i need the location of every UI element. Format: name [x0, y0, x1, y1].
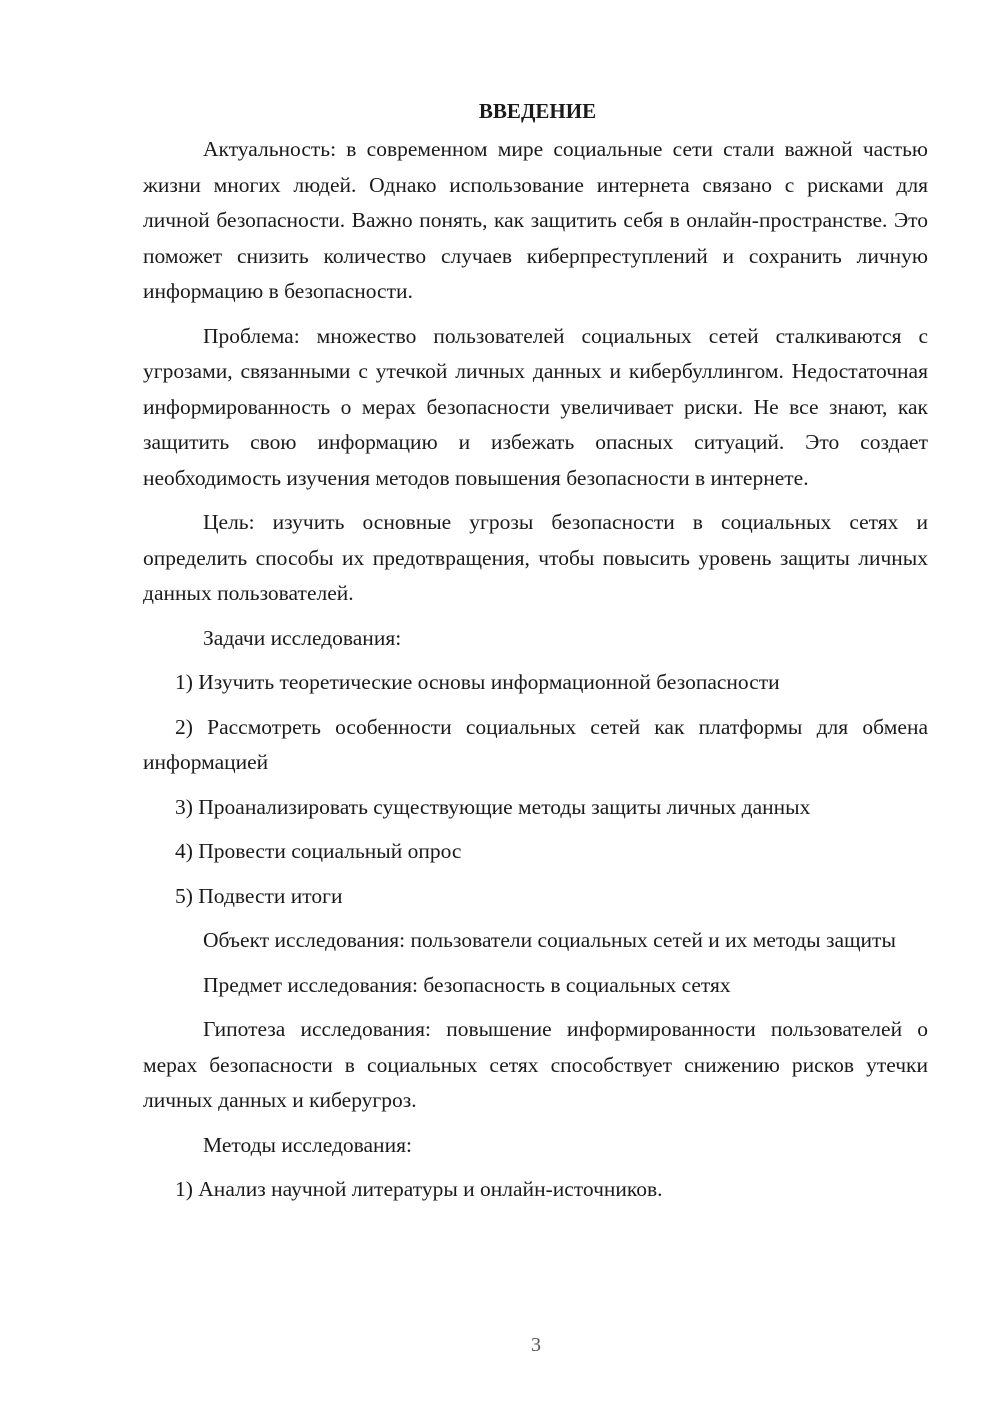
document-page: [143, 96, 928, 1217]
paragraph-subject: Предмет исследования: безопасность в социальных сетях: [203, 972, 731, 997]
section-title: ВВЕДЕНИЕ: [478, 99, 597, 123]
paragraph-hypothesis: Гипотеза исследования: повышение информированности пользователей о мерах безопасности в социальных сетях способствует снижению рисков утечки личных данных и киберугроз.: [143, 1017, 928, 1112]
page-number: 3: [531, 1334, 541, 1356]
tasks-heading: Задачи исследования:: [203, 625, 402, 650]
method-item: 1) Анализ научной литературы и онлайн-источников.: [175, 1177, 663, 1201]
task-item: 2) Рассмотреть особенности социальных сетей как платформы для обмена информацией: [143, 714, 928, 774]
task-item: 4) Провести социальный опрос: [175, 839, 462, 863]
task-item: 5) Подвести итоги: [175, 883, 343, 908]
methods-heading: Методы исследования:: [203, 1132, 412, 1157]
paragraph-goal: Цель: изучить основные угрозы безопасности в социальных сетях и определить способы их предотвращения, чтобы повысить уровень защиты личных данных пользователей.: [143, 510, 928, 605]
task-item: 1) Изучить теоретические основы информационной безопасности: [175, 670, 780, 694]
paragraph-relevance: Актуальность: в современном мире социальные сети стали важной частью жизни многих людей. Однако использование интернета связано с рисками для личной безопасности. Важно понять, как защитить себя в онлайн-пространстве. Это поможет снизить количество случаев киберпреступлений и сохранить личную информацию в безопасности.: [143, 137, 928, 303]
paragraph-problem: Проблема: множество пользователей социальных сетей сталкиваются с угрозами, связанными с утечкой личных данных и кибербуллингом. Недостаточная информированность о мерах безопасности увеличивает риски. Не все знают, как защитить свою информацию и избежать опасных ситуаций. Это создает необходимость изучения методов повышения безопасности в интернете.: [143, 323, 928, 490]
task-item: 3) Проанализировать существующие методы защиты личных данных: [175, 794, 811, 819]
paragraph-object: Объект исследования: пользователи социальных сетей и их методы защиты: [203, 928, 896, 952]
